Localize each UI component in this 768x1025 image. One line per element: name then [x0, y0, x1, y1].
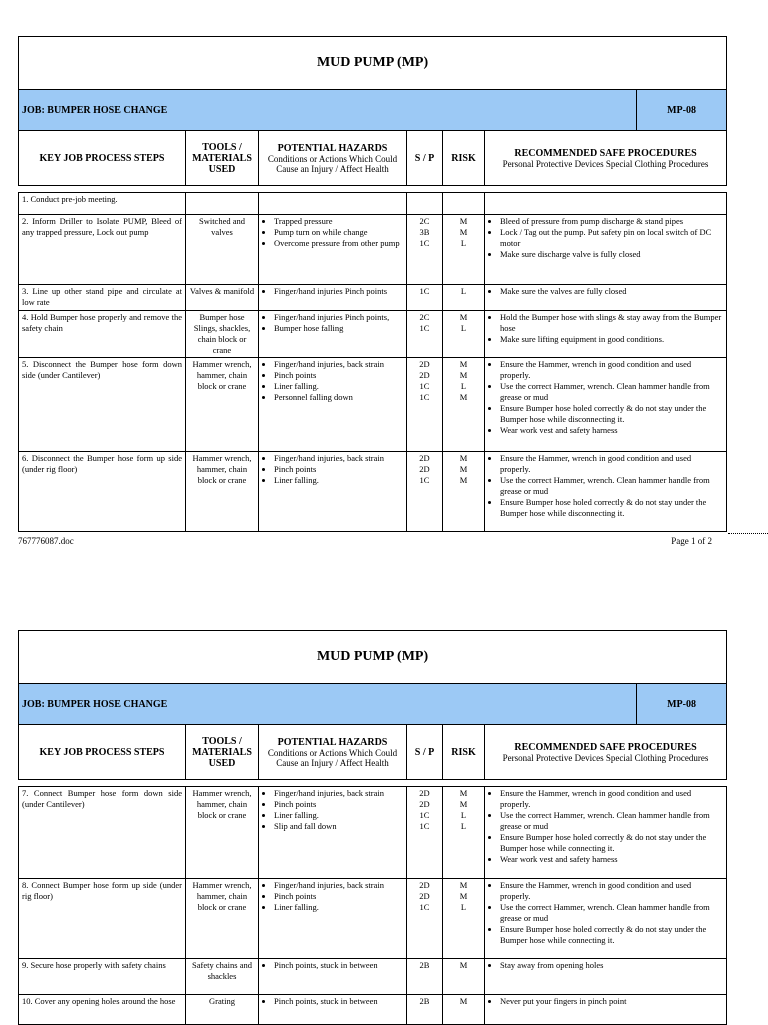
procedure-item: • Lock / Tag out the pump. Put safety pin on local switch of DC motor: [500, 227, 723, 249]
risk-cell: [443, 995, 485, 1025]
risk-value: M: [459, 996, 468, 1006]
procedures-cell: [485, 215, 727, 285]
procedure-item: • Ensure the Hammer, wrench in good condition and used properly.: [500, 788, 723, 810]
table-row: [19, 995, 727, 1025]
risk-cell: [443, 193, 485, 215]
header-tools: TOOLS / MATERIALS USED: [186, 131, 259, 186]
risk-value: M: [459, 880, 468, 890]
sp-value: 2B: [419, 960, 430, 970]
procedure-item: • Wear work vest and safety harness: [500, 854, 723, 865]
jsa-table: [18, 630, 727, 1025]
header-procedures: RECOMMENDED SAFE PROCEDURES Personal Protective Devices Special Clothing Procedures: [485, 131, 727, 186]
hazard-item: • Slip and fall down: [274, 821, 403, 832]
risk-value: M: [459, 960, 468, 970]
procedure-item: • Use the correct Hammer, wrench. Clean hammer handle from grease or mud: [500, 475, 723, 497]
procedure-item: • Use the correct Hammer, wrench. Clean hammer handle from grease or mud: [500, 381, 723, 403]
severity-probability-cell: [407, 995, 443, 1025]
job-step: 5. Disconnect the Bumper hose form down side (under Cantilever): [19, 358, 186, 452]
hazard-item: • Finger/hand injuries, back strain: [274, 453, 403, 464]
doc-title: MUD PUMP (MP): [19, 631, 727, 684]
sp-value: 2D: [419, 788, 430, 798]
procedures-cell: [485, 193, 727, 215]
severity-probability-cell: [407, 452, 443, 532]
hazard-item: • Finger/hand injuries, back strain: [274, 880, 403, 891]
risk-value: L: [460, 902, 467, 912]
job-step: 7. Connect Bumper hose form down side (under Cantilever): [19, 787, 186, 879]
sp-value: 2D: [419, 891, 430, 901]
document-page-1: [18, 36, 726, 532]
procedures-cell: [485, 452, 727, 532]
hazards-cell: [259, 787, 407, 879]
risk-cell: [443, 311, 485, 358]
sp-value: 1C: [419, 286, 430, 296]
hazard-item: • Bumper hose falling: [274, 323, 403, 334]
procedure-item: • Ensure Bumper hose holed correctly & do not stay under the Bumper hose while connecting it.: [500, 924, 723, 946]
risk-value: M: [459, 799, 468, 809]
risk-value: M: [459, 392, 468, 402]
header-sp: S / P: [407, 131, 443, 186]
procedures-cell: [485, 285, 727, 311]
sp-value: 1C: [419, 323, 430, 333]
procedure-item: • Bleed of pressure from pump discharge & stand pipes: [500, 216, 723, 227]
sp-value: 2C: [419, 312, 430, 322]
header-risk: RISK: [443, 725, 485, 780]
hazard-item: • Pinch points, stuck in between: [274, 960, 403, 971]
hazards-cell: [259, 311, 407, 358]
tools-cell: Hammer wrench, hammer, chain block or crane: [186, 879, 259, 959]
header-steps: KEY JOB PROCESS STEPS: [19, 131, 186, 186]
sp-value: 1C: [419, 238, 430, 248]
tools-cell: Safety chains and shackles: [186, 959, 259, 995]
hazard-item: • Pinch points, stuck in between: [274, 996, 403, 1007]
header-sp: S / P: [407, 725, 443, 780]
table-row: [19, 787, 727, 879]
header-tools: TOOLS / MATERIALS USED: [186, 725, 259, 780]
tools-cell: Hammer wrench, hammer, chain block or crane: [186, 358, 259, 452]
procedures-cell: [485, 358, 727, 452]
procedure-item: • Ensure the Hammer, wrench in good condition and used properly.: [500, 453, 723, 475]
table-row: [19, 879, 727, 959]
risk-value: M: [459, 464, 468, 474]
job-step: 3. Line up other stand pipe and circulate at low rate: [19, 285, 186, 311]
hazard-item: • Finger/hand injuries, back strain: [274, 359, 403, 370]
procedure-item: • Never put your fingers in pinch point: [500, 996, 723, 1007]
risk-value: M: [459, 453, 468, 463]
hazard-item: • Pinch points: [274, 799, 403, 810]
job-step: 9. Secure hose properly with safety chains: [19, 959, 186, 995]
risk-value: L: [460, 323, 467, 333]
hazards-cell: [259, 285, 407, 311]
table-row: [19, 959, 727, 995]
job-step: 2. Inform Driller to Isolate PUMP, Bleed of any trapped pressure, Lock out pump: [19, 215, 186, 285]
hazard-item: • Trapped pressure: [274, 216, 403, 227]
job-code: MP-08: [637, 90, 727, 131]
hazards-cell: [259, 879, 407, 959]
job-step: 10. Cover any opening holes around the hose: [19, 995, 186, 1025]
procedure-item: • Stay away from opening holes: [500, 960, 723, 971]
hazards-cell: [259, 215, 407, 285]
severity-probability-cell: [407, 215, 443, 285]
hazard-item: • Liner falling.: [274, 475, 403, 486]
sp-value: 2D: [419, 453, 430, 463]
doc-filename: 767776087.doc: [18, 536, 74, 546]
sp-value: 2B: [419, 996, 430, 1006]
procedure-item: • Use the correct Hammer, wrench. Clean hammer handle from grease or mud: [500, 810, 723, 832]
job-step: 4. Hold Bumper hose properly and remove the safety chain: [19, 311, 186, 358]
jsa-table: [18, 36, 727, 532]
procedure-item: • Make sure the valves are fully closed: [500, 286, 723, 297]
risk-value: M: [459, 312, 468, 322]
procedures-cell: [485, 959, 727, 995]
tools-cell: Hammer wrench, hammer, chain block or crane: [186, 452, 259, 532]
risk-cell: [443, 215, 485, 285]
hazard-item: • Liner falling.: [274, 381, 403, 392]
table-row: [19, 311, 727, 358]
page-number: Page 1 of 2: [671, 536, 712, 546]
hazard-item: • Finger/hand injuries, back strain: [274, 788, 403, 799]
procedures-cell: [485, 787, 727, 879]
risk-value: L: [460, 286, 467, 296]
doc-title: MUD PUMP (MP): [19, 37, 727, 90]
severity-probability-cell: [407, 358, 443, 452]
job-step: 6. Disconnect the Bumper hose form up side (under rig floor): [19, 452, 186, 532]
procedure-item: • Use the correct Hammer, wrench. Clean hammer handle from grease or mud: [500, 902, 723, 924]
job-title: JOB: BUMPER HOSE CHANGE: [19, 90, 637, 131]
hazards-cell: [259, 193, 407, 215]
hazards-cell: [259, 358, 407, 452]
severity-probability-cell: [407, 311, 443, 358]
sp-value: 1C: [419, 902, 430, 912]
procedure-item: • Wear work vest and safety harness: [500, 425, 723, 436]
severity-probability-cell: [407, 787, 443, 879]
tools-cell: [186, 193, 259, 215]
tools-cell: Bumper hose Slings, shackles, chain block or crane: [186, 311, 259, 358]
hazard-item: • Pump turn on while change: [274, 227, 403, 238]
table-row: [19, 358, 727, 452]
severity-probability-cell: [407, 193, 443, 215]
sp-value: 2D: [419, 880, 430, 890]
procedure-item: • Ensure the Hammer, wrench in good condition and used properly.: [500, 359, 723, 381]
risk-cell: [443, 285, 485, 311]
header-procedures: RECOMMENDED SAFE PROCEDURES Personal Protective Devices Special Clothing Procedures: [485, 725, 727, 780]
risk-value: M: [459, 788, 468, 798]
hazard-item: • Pinch points: [274, 370, 403, 381]
procedure-item: • Ensure Bumper hose holed correctly & do not stay under the Bumper hose while connecting it.: [500, 832, 723, 854]
risk-cell: [443, 787, 485, 879]
header-steps: KEY JOB PROCESS STEPS: [19, 725, 186, 780]
sp-value: 2D: [419, 359, 430, 369]
tools-cell: Grating: [186, 995, 259, 1025]
hazard-item: • Personnel falling down: [274, 392, 403, 403]
job-title: JOB: BUMPER HOSE CHANGE: [19, 684, 637, 725]
document-page-2: [18, 630, 726, 1025]
risk-cell: [443, 959, 485, 995]
hazard-item: • Liner falling.: [274, 902, 403, 913]
hazard-item: • Pinch points: [274, 464, 403, 475]
job-code: MP-08: [637, 684, 727, 725]
procedure-item: • Make sure discharge valve is fully closed: [500, 249, 723, 260]
job-step: 8. Connect Bumper hose form up side (under rig floor): [19, 879, 186, 959]
sp-value: 2D: [419, 464, 430, 474]
risk-value: L: [460, 821, 467, 831]
procedure-item: • Ensure Bumper hose holed correctly & do not stay under the Bumper hose while disconnecting it.: [500, 403, 723, 425]
procedure-item: • Ensure the Hammer, wrench in good condition and used properly.: [500, 880, 723, 902]
sp-value: 2C: [419, 216, 430, 226]
risk-value: M: [459, 227, 468, 237]
table-row: [19, 193, 727, 215]
header-hazards: POTENTIAL HAZARDS Conditions or Actions Which Could Cause an Injury / Affect Health: [259, 131, 407, 186]
risk-value: L: [460, 238, 467, 248]
risk-value: M: [459, 359, 468, 369]
table-row: [19, 285, 727, 311]
sp-value: 3B: [419, 227, 430, 237]
hazards-cell: [259, 452, 407, 532]
sp-value: 2D: [419, 799, 430, 809]
hazard-item: • Pinch points: [274, 891, 403, 902]
severity-probability-cell: [407, 285, 443, 311]
sp-value: 1C: [419, 810, 430, 820]
hazards-cell: [259, 995, 407, 1025]
procedure-item: • Ensure Bumper hose holed correctly & do not stay under the Bumper hose while disconnecting it.: [500, 497, 723, 519]
sp-value: 1C: [419, 475, 430, 485]
risk-cell: [443, 358, 485, 452]
risk-value: M: [459, 216, 468, 226]
tools-cell: Hammer wrench, hammer, chain block or crane: [186, 787, 259, 879]
risk-cell: [443, 452, 485, 532]
table-row: [19, 215, 727, 285]
risk-value: M: [459, 891, 468, 901]
procedures-cell: [485, 311, 727, 358]
table-row: [19, 452, 727, 532]
header-hazards: POTENTIAL HAZARDS Conditions or Actions Which Could Cause an Injury / Affect Health: [259, 725, 407, 780]
severity-probability-cell: [407, 879, 443, 959]
header-risk: RISK: [443, 131, 485, 186]
risk-value: L: [460, 810, 467, 820]
hazard-item: • Finger/hand injuries Pinch points: [274, 286, 403, 297]
sp-value: 2D: [419, 370, 430, 380]
severity-probability-cell: [407, 959, 443, 995]
hazard-item: • Liner falling.: [274, 810, 403, 821]
hazard-item: • Overcome pressure from other pump: [274, 238, 403, 249]
procedure-item: • Make sure lifting equipment in good conditions.: [500, 334, 723, 345]
sp-value: 1C: [419, 381, 430, 391]
sp-value: 1C: [419, 821, 430, 831]
risk-cell: [443, 879, 485, 959]
risk-value: M: [459, 370, 468, 380]
tools-cell: Switched and valves: [186, 215, 259, 285]
job-step: 1. Conduct pre-job meeting.: [19, 193, 186, 215]
hazards-cell: [259, 959, 407, 995]
page-break-line: [728, 533, 768, 534]
sp-value: 1C: [419, 392, 430, 402]
risk-value: M: [459, 475, 468, 485]
procedures-cell: [485, 995, 727, 1025]
hazard-item: • Finger/hand injuries Pinch points,: [274, 312, 403, 323]
risk-value: L: [460, 381, 467, 391]
procedure-item: • Hold the Bumper hose with slings & stay away from the Bumper hose: [500, 312, 723, 334]
tools-cell: Valves & manifold: [186, 285, 259, 311]
procedures-cell: [485, 879, 727, 959]
